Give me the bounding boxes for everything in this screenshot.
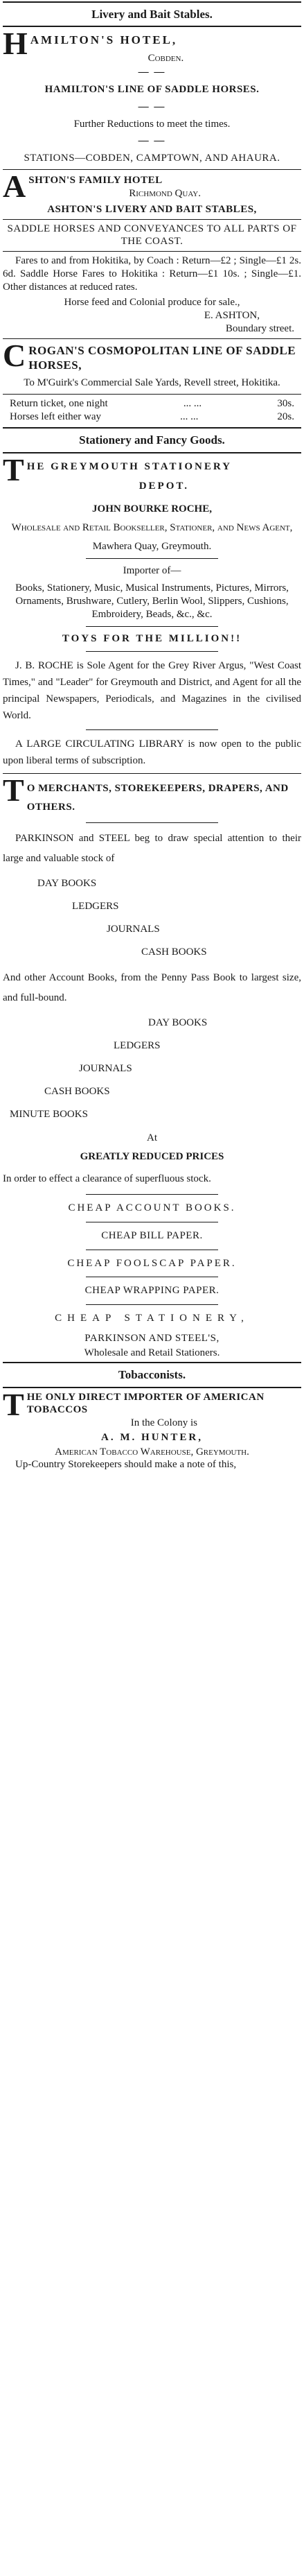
ad-rule — [86, 626, 218, 627]
dropcap: H — [3, 26, 28, 62]
book-list — [37, 872, 301, 964]
ad-title: SHTON'S FAMILY HOTEL — [28, 174, 163, 186]
ad-owner: A. M. HUNTER, — [101, 1431, 203, 1443]
ad-address: Mawhera Quay, Greymouth. — [92, 540, 212, 552]
ad-rule — [86, 729, 218, 730]
ad-text: Wholesale and Retail Bookseller, Stationer, and News Agent, — [11, 521, 293, 533]
price-row — [10, 410, 294, 424]
ad-rule — [86, 1304, 218, 1305]
price-value: 30s. — [277, 397, 294, 409]
ad-rule — [3, 219, 301, 220]
section-rule — [3, 1387, 301, 1388]
price-row — [10, 397, 294, 410]
dash-divider: — — — [138, 135, 166, 147]
ad-address: American Tobacco Warehouse, Greymouth. — [55, 1446, 249, 1458]
dash-divider: — — — [138, 67, 166, 78]
ad-heading: CHEAP FOOLSCAP PAPER. — [67, 1257, 237, 1269]
price-dots: ... ... — [180, 410, 199, 422]
ad-rule — [3, 251, 301, 252]
ad-heading: SADDLE HORSES AND CONVEYANCES TO ALL PARTS OF THE COAST. — [7, 223, 297, 248]
ad-text: In order to effect a clearance of superfluous stock. — [3, 1173, 211, 1184]
ad-rule — [86, 1194, 218, 1195]
section-rule — [3, 1362, 301, 1363]
price-value: 20s. — [277, 410, 294, 422]
ad-rule — [3, 394, 301, 395]
ad-text: J. B. ROCHE is Sole Agent for the Grey River Argus, "West Coast Times," and "Leader" for Greymouth and District, and Agent for all the principal Newspapers, Periodicals, and Magazines in the civilised World. — [3, 660, 301, 721]
ad-rule — [86, 651, 218, 652]
section-heading-stationery: Stationery and Fancy Goods. — [79, 433, 225, 447]
book-item: LEDGERS — [114, 1040, 161, 1051]
ad-subtitle: HAMILTON'S LINE OF SADDLE HORSES. — [44, 84, 260, 95]
section-heading-tobacco: Tobacconists. — [118, 1368, 186, 1382]
section-rule — [3, 1, 301, 3]
ad-title: ROGAN'S COSMOPOLITAN LINE OF SADDLE HORSES, — [28, 343, 296, 372]
ad-text: Further Reductions to meet the times. — [73, 118, 231, 130]
book-list — [3, 1012, 301, 1126]
section-heading-livery: Livery and Bait Stables. — [91, 8, 213, 21]
ad-title: HE ONLY DIRECT IMPORTER OF AMERICAN TOBACCOS — [26, 1391, 265, 1416]
ad-signature: PARKINSON AND STEEL'S, — [84, 1332, 220, 1344]
ad-owner: JOHN BOURKE ROCHE, — [92, 503, 212, 515]
ad-text: Horse feed and Colonial produce for sale., — [64, 297, 240, 309]
ad-text: Books, Stationery, Music, Musical Instruments, Pictures, Mirrors, Ornaments, Brushware, Cutlery, Berlin Wool, Slippers, Cushions, Embroidery, Beads, &c., &c. — [15, 582, 289, 620]
ad-heading: CHEAP WRAPPING PAPER. — [84, 1285, 220, 1297]
ad-greymouth-depot — [3, 451, 301, 770]
ad-ashton — [3, 168, 301, 336]
ad-rule — [3, 338, 301, 339]
ad-heading: CHEAP STATIONERY, — [55, 1313, 249, 1324]
ad-heading: CHEAP ACCOUNT BOOKS. — [68, 1202, 236, 1213]
ad-place: Cobden. — [147, 52, 184, 64]
dropcap: T — [3, 772, 24, 808]
book-item: DAY BOOKS — [148, 1017, 208, 1028]
dropcap: T — [3, 451, 24, 487]
book-item: JOURNALS — [79, 1063, 132, 1074]
ad-signature: Wholesale and Retail Stationers. — [84, 1347, 220, 1358]
price-label: Horses left either way — [10, 410, 102, 422]
dash-divider: — — — [138, 101, 166, 112]
ad-title: DEPOT. — [138, 481, 189, 492]
ad-heading: TOYS FOR THE MILLION!! — [62, 633, 242, 645]
book-item: JOURNALS — [107, 924, 160, 935]
ad-crogan — [3, 337, 301, 424]
ad-text: And other Account Books, from the Penny Pass Book to largest size, and full-bound. — [3, 972, 301, 1003]
ad-text: At — [147, 1132, 157, 1143]
ad-hunter — [3, 1386, 301, 1472]
ad-title: AMILTON'S HOTEL, — [30, 33, 178, 47]
ad-text: Fares to and from Hokitika, by Coach : Return—£2 ; Single—£1 2s. 6d. Saddle Horse Fares to Hokitika : Return—£1 10s. ; Single—£1. Other distances at reduced rates. — [3, 255, 301, 293]
section-rule — [3, 427, 301, 429]
ad-text: In the Colony is — [130, 1417, 197, 1428]
ad-parkinson — [3, 772, 301, 1359]
section-rule — [3, 452, 301, 453]
dropcap: T — [3, 1386, 24, 1422]
ad-subtitle: Richmond Quay. — [129, 187, 201, 199]
book-item: DAY BOOKS — [37, 878, 97, 889]
ad-text: Importer of— — [123, 565, 181, 577]
ad-text: STATIONS—COBDEN, CAMPTOWN, AND AHAURA. — [24, 153, 280, 164]
ad-text: Up-Country Storekeepers should make a note of this, — [15, 1459, 237, 1471]
dropcap: C — [3, 337, 26, 373]
ad-text: To M'Guirk's Commercial Sale Yards, Revell street, Hokitika. — [24, 377, 280, 388]
ad-rule — [86, 558, 218, 559]
price-dots: ... ... — [183, 397, 202, 409]
ad-hamilton-hotel — [3, 28, 301, 165]
dropcap: A — [3, 168, 26, 204]
ad-heading: CHEAP BILL PAPER. — [101, 1229, 203, 1241]
ad-title: HE GREYMOUTH STATIONERY — [26, 460, 232, 472]
ad-signature: E. ASHTON, — [204, 310, 260, 321]
ad-text: A LARGE CIRCULATING LIBRARY is now open to the public upon liberal terms of subscription. — [3, 738, 301, 766]
book-item: MINUTE BOOKS — [10, 1109, 88, 1120]
book-item: CASH BOOKS — [44, 1086, 110, 1097]
ad-address: Boundary street. — [225, 322, 294, 334]
ad-heading: ASHTON'S LIVERY AND BAIT STABLES, — [47, 203, 257, 215]
section-rule — [3, 26, 301, 27]
ad-rule — [3, 169, 301, 170]
book-item: LEDGERS — [72, 901, 119, 912]
ad-title: O MERCHANTS, STOREKEEPERS, DRAPERS, AND OTHERS. — [26, 783, 289, 813]
price-label: Return ticket, one night — [10, 397, 108, 409]
ad-rule — [86, 822, 218, 823]
ad-heading: GREATLY REDUCED PRICES — [80, 1150, 224, 1162]
book-item: CASH BOOKS — [141, 946, 207, 958]
ad-rule — [3, 773, 301, 774]
ad-text: PARKINSON and STEEL beg to draw special attention to their large and valuable stock of — [3, 833, 301, 864]
